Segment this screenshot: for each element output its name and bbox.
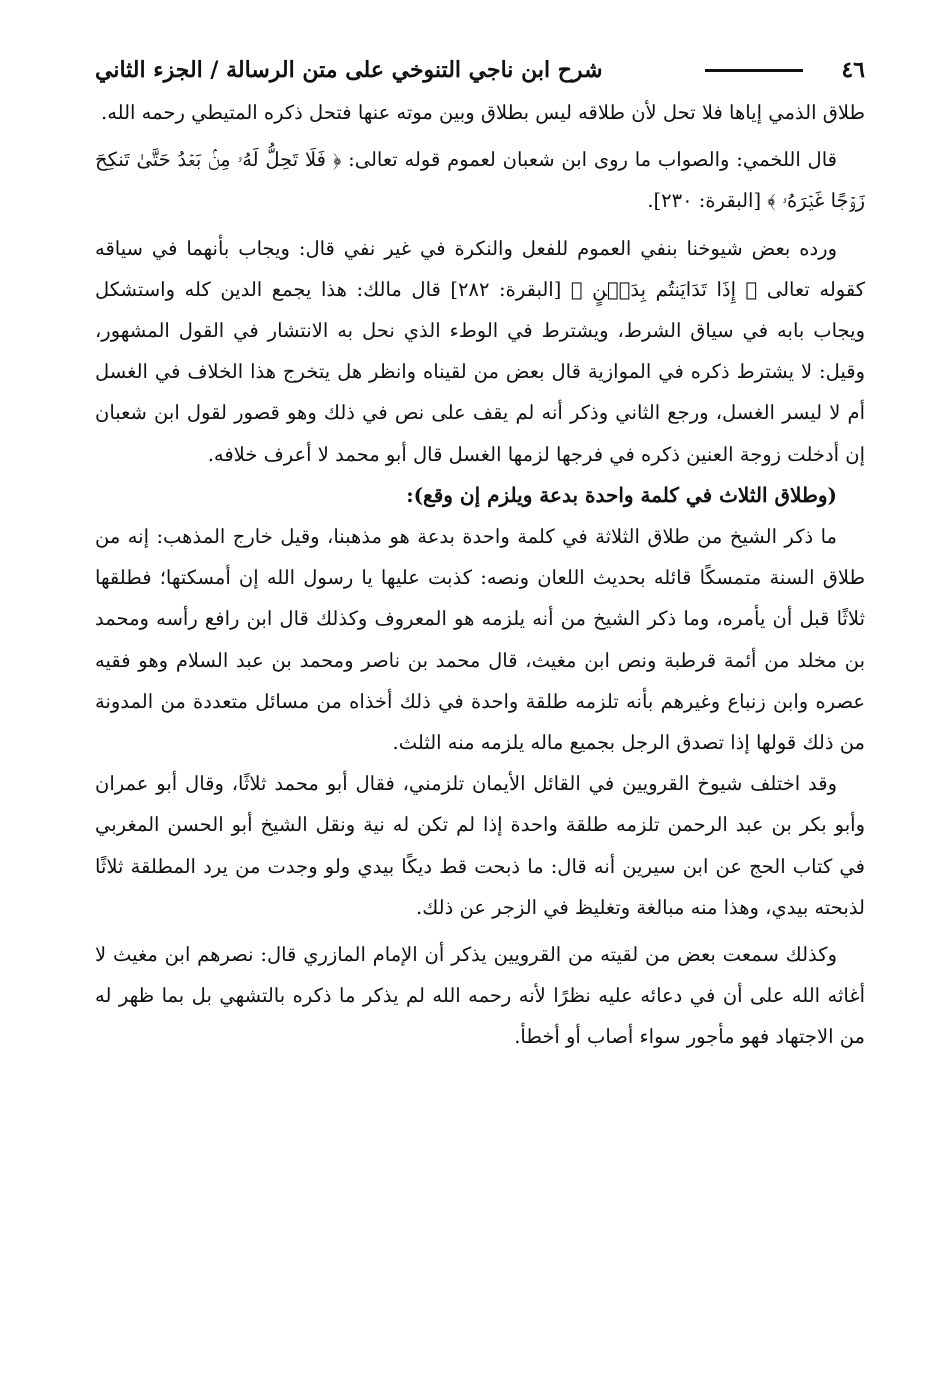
paragraph-5: وقد اختلف شيوخ القرويين في القائل الأيمان تلزمني، فقال أبو محمد ثلاثًا، وقال أبو عمران وأبو بكر بن عبد الرحمن تلزمه طلقة واحدة إذا لم تكن له نية ونقل الشيخ أبو الحسن المغربي في كتاب الحج عن ابن سيرين أنه قال: ما ذبحت قط ديكًا بيدي ولو وجدت من يرد المطلقة ثلاثًا لذبحته بيدي، وهذا منه مبالغة وتغليظ في الزجر عن ذلك. (95, 772, 865, 919)
section-heading: (وطلاق الثلاث في كلمة واحدة بدعة ويلزم إن وقع): (406, 482, 837, 507)
paragraph-3: ورده بعض شيوخنا بنفي العموم للفعل والنكرة في غير نفي قال: ويجاب بأنهما في سياقه كقوله تعالى ﴿ إِذَا تَدَايَنتُم بِدَيۡنٍ ﴾ [البقرة: ٢٨٢] قال مالك: هذا يجمع الدين كله واستشكل ويجاب بابه في سياق الشرط، ويشترط في الوطء الذي نحل به الانتشار في القول المشهور، وقيل: لا يشترط ذكره في الموازية قال بعض من لقيناه وانظر هل يتخرج هذا الخلاف في الغسل أم لا ليسر الغسل، ورجع الثاني وذكر أنه لم يقف على نص في ذلك وهو قصور لقول ابن شعبان إن أدخلت زوجة العنين ذكره في فرجها لزمها الغسل قال أبو محمد لا أعرف خلافه. (95, 236, 865, 466)
book-page (95, 48, 865, 1058)
page-header (95, 48, 865, 92)
page-number: ٤٦ (841, 57, 865, 83)
running-title: شرح ابن ناجي التنوخي على متن الرسالة / الجزء الثاني (95, 57, 603, 83)
paragraph-4: ما ذكر الشيخ من طلاق الثلاثة في كلمة واحدة بدعة هو مذهبنا، وقيل خارج المذهب: إنه من طلاق السنة متمسكًا قائله بحديث اللعان ونصه: كذبت عليها يا رسول الله إن أمسكتها؛ فطلقها ثلاثًا قبل أن يأمره، وما ذكر الشيخ من أنه يلزمه هو المعروف وكذلك قال ابن رافع رأسه ومحمد بن مخلد من أئمة قرطبة ونص ابن مغيث، قال محمد بن ناصر ومحمد بن عبد السلام وهو فقيه عصره وابن زنباع وغيرهم بأنه تلزمه طلقة واحدة في ذلك أخذاه من مسائل متعددة من المدونة من ذلك قولها إذا تصدق الرجل بجميع ماله يلزمه منه الثلث. (95, 525, 865, 755)
header-rule (705, 69, 803, 72)
paragraph-1: طلاق الذمي إياها فلا تحل لأن طلاقه ليس بطلاق وبين موته عنها فتحل ذكره المتيطي رحمه الله. (101, 101, 865, 124)
paragraph-2: قال اللخمي: والصواب ما روى ابن شعبان لعموم قوله تعالى: ﴿ فَلَا تَحِلُّ لَهُۥ مِنۢ بَعۡدُ حَتَّىٰ تَنكِحَ زَوۡجًا غَيۡرَهُۥ ﴾ [البقرة: ٢٣٠]. (95, 148, 865, 213)
paragraph-6: وكذلك سمعت بعض من لقيته من القرويين يذكر أن الإمام المازري قال: نصرهم ابن مغيث لا أغاثه الله على أن في دعائه عليه نظرًا لأنه رحمه الله لم يذكر ما ذكره بالتشهي بل بما ظهر له من الاجتهاد فهو مأجور سواء أصاب أو أخطأ. (95, 943, 865, 1049)
